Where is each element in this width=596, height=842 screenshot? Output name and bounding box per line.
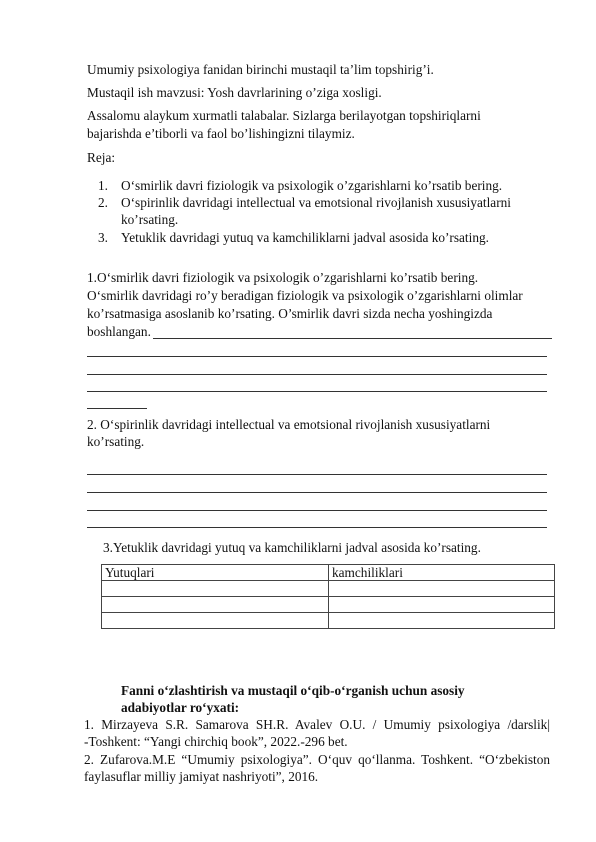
plan-item-text-continued: ko’rsating. <box>121 212 179 227</box>
intro-line-2: bajarishda e’tiborli va faol bo’lishingizni tilaymiz. <box>87 126 355 141</box>
reference-1-line-1: 1. Mirzayeva S.R. Samarova SH.R. Avalev O.U. / Umumiy psixologiya /darslik| <box>84 717 550 732</box>
topic-line: Mustaqil ish mavzusi: Yosh davrlarining o’ziga xosligi. <box>87 85 382 100</box>
plan-item-text: O‘spirinlik davridagi intellectual va emotsional rivojlanish xususiyatlarni <box>121 195 511 210</box>
answer-line[interactable] <box>87 510 547 511</box>
answer-line[interactable] <box>87 492 547 493</box>
task1-line-3: ko’rsatmasiga asoslanib ko’rsating. O’smirlik davri sizda necha yoshingizda <box>87 306 493 321</box>
document-title: Umumiy psixologiya fanidan birinchi mustaqil ta’lim topshirig’i. <box>87 62 434 77</box>
table-row <box>102 597 555 613</box>
task3-heading: 3.Yetuklik davridagi yutuq va kamchiliklarni jadval asosida ko’rsating. <box>103 540 481 555</box>
column-header: kamchiliklari <box>329 565 555 581</box>
column-header: Yutuqlari <box>102 565 329 581</box>
answer-line[interactable] <box>87 474 547 475</box>
plan-item-number: 2. <box>98 195 108 210</box>
plan-item-text: O‘smirlik davri fiziologik va psixologik o’zgarishlarni ko’rsatib bering. <box>121 178 503 193</box>
answer-line[interactable] <box>87 374 547 375</box>
table-cell[interactable] <box>102 613 329 629</box>
reference-2-line-1: 2. Zufarova.M.E “Umumiy psixologiya”. O‘quv qo‘llanma. Toshkent. “O‘zbekiston <box>84 752 550 767</box>
table-row <box>102 581 555 597</box>
table-cell[interactable] <box>329 613 555 629</box>
task1-heading: 1.O‘smirlik davri fiziologik va psixologik o’zgarishlarni ko’rsatib bering. <box>87 270 479 285</box>
literature-heading-2: adabiyotlar ro‘yxati: <box>121 700 240 715</box>
table-cell[interactable] <box>329 581 555 597</box>
reference-1-line-2: -Toshkent: “Yangi chirchiq book”, 2022.-296 bet. <box>84 734 348 749</box>
literature-heading-1: Fanni o‘zlashtirish va mustaqil o‘qib-o‘rganish uchun asosiy <box>121 683 465 698</box>
answer-line[interactable] <box>153 338 552 339</box>
plan-item-text: Yetuklik davridagi yutuq va kamchiliklarni jadval asosida ko’rsating. <box>121 230 489 245</box>
task1-line-2: O‘smirlik davridagi ro’y beradigan fiziologik va psixologik o’zgarishlarni olimlar <box>87 288 523 303</box>
table-cell[interactable] <box>102 597 329 613</box>
achievements-table <box>101 564 555 629</box>
answer-line[interactable] <box>87 356 547 357</box>
task1-line-4: boshlangan. <box>87 324 151 339</box>
table-header-row <box>102 565 555 581</box>
answer-line[interactable] <box>87 408 147 409</box>
table-cell[interactable] <box>329 597 555 613</box>
reference-2-line-2: faylasuflar milliy jamiyat nashriyoti”, 2016. <box>84 769 319 784</box>
answer-line[interactable] <box>87 391 547 392</box>
plan-item-number: 3. <box>98 230 108 245</box>
task2-heading: 2. O‘spirinlik davridagi intellectual va emotsional rivojlanish xususiyatlarni <box>87 417 491 432</box>
table-cell[interactable] <box>102 581 329 597</box>
intro-line-1: Assalomu alaykum xurmatli talabalar. Sizlarga berilayotgan topshiriqlarni <box>87 108 481 123</box>
plan-label: Reja: <box>87 150 116 165</box>
plan-item-number: 1. <box>98 178 108 193</box>
task2-line-2: ko’rsating. <box>87 434 145 449</box>
answer-line[interactable] <box>87 527 547 528</box>
table-row <box>102 613 555 629</box>
